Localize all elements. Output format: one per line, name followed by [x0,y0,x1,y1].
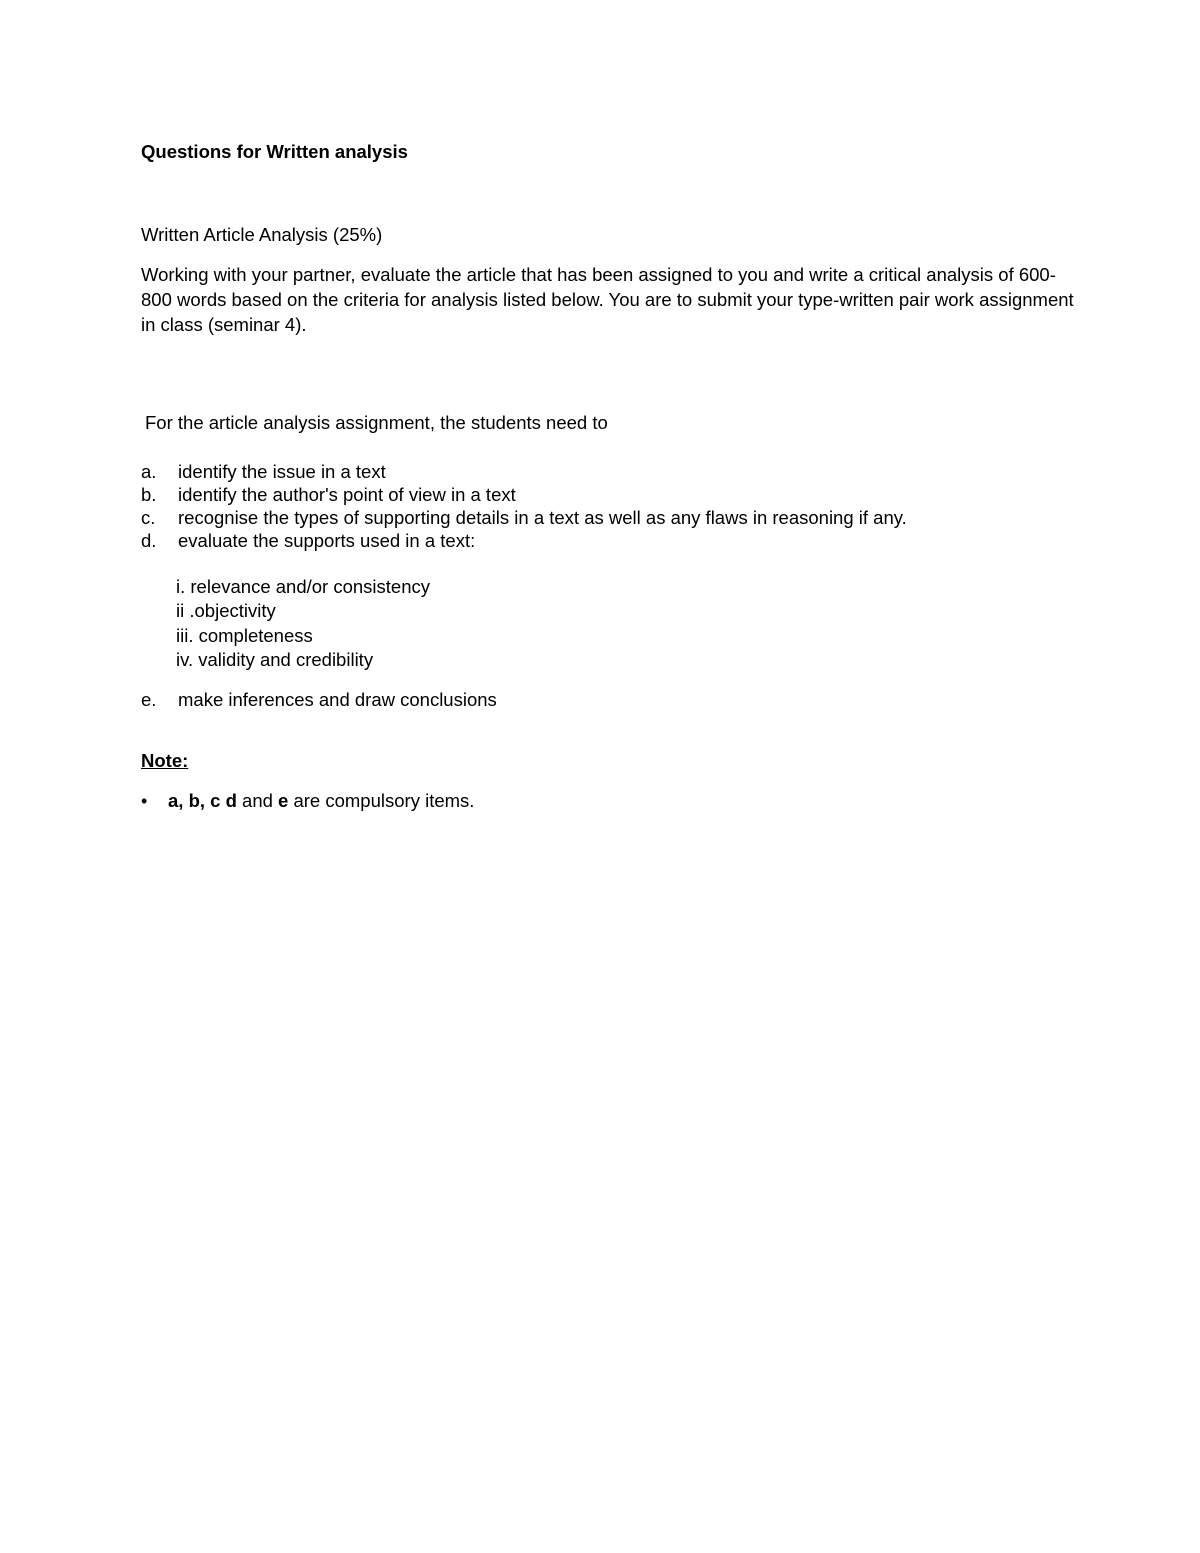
list-item-b [141,483,516,506]
list-marker: d. [141,530,157,551]
list-item-text: identify the author's point of view in a text [178,484,516,505]
list-item-text: make inferences and draw conclusions [178,689,497,710]
note-rest: are compulsory items. [288,790,475,811]
note-bold-e: e [278,790,289,811]
list-item-text: recognise the types of supporting details in a text as well as any flaws in reasoning if any. [178,507,907,528]
instructions-paragraph: Working with your partner, evaluate the article that has been assigned to you and write a critical analysis of 600-800 words based on the criteria for analysis listed below. You are to submit your type-written pair work assignment in class (seminar 4). [141,264,1074,335]
list-item-c [141,506,907,529]
note-conjunction: and [236,790,279,811]
note-bold-items: a, b, c d [168,790,237,811]
list-marker: a. [141,461,157,482]
note-label: Note: [141,750,189,771]
criteria-intro: For the article analysis assignment, the students need to [145,412,608,433]
sub-item-relevance: i. relevance and/or consistency [176,576,430,597]
assignment-heading: Written Article Analysis (25%) [141,224,383,245]
bullet-icon: • [141,791,148,811]
list-item-e [141,688,497,711]
list-item-a [141,460,386,483]
sub-item-validity: iv. validity and credibility [176,649,374,670]
list-marker: c. [141,507,156,528]
list-item-d [141,529,475,552]
list-item-text: identify the issue in a text [178,461,386,482]
sub-item-objectivity: ii .objectivity [176,600,276,621]
note-bullet-item [141,790,474,812]
list-marker: b. [141,484,157,505]
sub-item-completeness: iii. completeness [176,625,313,646]
document-title: Questions for Written analysis [141,141,408,162]
list-item-text: evaluate the supports used in a text: [178,530,476,551]
list-marker: e. [141,689,157,710]
